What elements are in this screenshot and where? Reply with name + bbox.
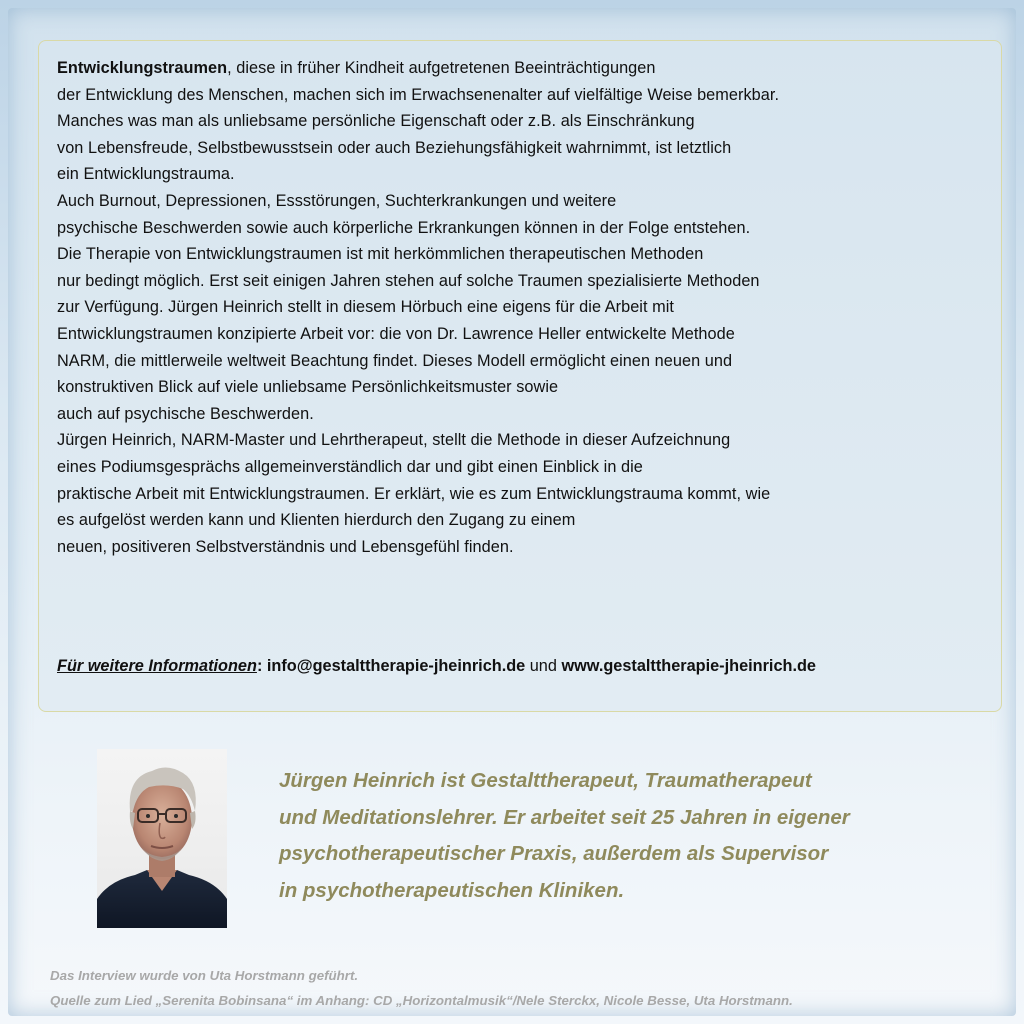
footer-source: Quelle zum Lied „Serenita Bobinsana“ im Anhang: CD „Horizontalmusik“/Nele Sterckx, Nicole Besse, Uta Horstmann. [50,992,793,1008]
page-frame [8,8,1016,1016]
portrait-photo [97,749,227,928]
description-line: Manches was man als unliebsame persönliche Eigenschaft oder z.B. als Einschränkung [57,112,695,131]
description-line: von Lebensfreude, Selbstbewusstsein oder auch Beziehungsfähigkeit wahrnimmt, ist letztlich [57,138,732,157]
bio-line: Jürgen Heinrich ist Gestalttherapeut, Traumatherapeut [279,769,812,792]
description-line: zur Verfügung. Jürgen Heinrich stellt in diesem Hörbuch eine eigens für die Arbeit mit [57,298,674,317]
description-line: auch auf psychische Beschwerden. [57,404,314,423]
description-lead-bold: Entwicklungstraumen [57,59,228,77]
info-colon: : [256,657,263,675]
description-line: eines Podiumsgesprächs allgemeinverständlich dar und gibt einen Einblick in die [57,457,643,476]
description-line: Entwicklungstraumen konzipierte Arbeit vor: die von Dr. Lawrence Heller entwickelte Methode [57,324,735,343]
description-line: es aufgelöst werden kann und Klienten hierdurch den Zugang zu einem [57,511,576,530]
description-line: nur bedingt möglich. Erst seit einigen Jahren stehen auf solche Traumen spezialisierte Methoden [57,271,760,290]
info-line [57,657,816,676]
info-label: Für weitere Informationen [57,657,257,675]
description-line [57,55,983,82]
description-text [57,55,983,560]
description-line: ein Entwicklungstrauma. [57,165,235,184]
description-line: psychische Beschwerden sowie auch körperliche Erkrankungen können in der Folge entstehen. [57,218,751,237]
bio-line: psychotherapeutischer Praxis, außerdem als Supervisor [279,842,829,865]
footer-interview: Das Interview wurde von Uta Horstmann geführt. [50,968,359,983]
description-line: Auch Burnout, Depressionen, Essstörungen, Suchterkrankungen und weitere [57,191,617,210]
description-line: Die Therapie von Entwicklungstraumen ist mit herkömmlichen therapeutischen Methoden [57,245,704,264]
description-line: praktische Arbeit mit Entwicklungstraumen. Er erklärt, wie es zum Entwicklungstrauma kommt, wie [57,484,771,503]
description-line: NARM, die mittlerweile weltweit Beachtung findet. Dieses Modell ermöglicht einen neuen und [57,351,733,370]
bio-line: in psychotherapeutischen Kliniken. [279,878,625,902]
info-and: und [529,657,557,675]
bio-line: und Meditationslehrer. Er arbeitet seit 25 Jahren in eigener [279,805,850,829]
email-link[interactable]: info@gestalttherapie-jheinrich.de [266,657,526,675]
description-lead-rest: , diese in früher Kindheit aufgetretenen Beeinträchtigungen [227,59,656,77]
description-line: der Entwicklung des Menschen, machen sich im Erwachsenenalter auf vielfältige Weise bemerkbar. [57,85,780,104]
description-line: neuen, positiveren Selbstverständnis und Lebensgefühl finden. [57,537,514,556]
portrait-illustration [97,749,227,928]
website-link[interactable]: www.gestalttherapie-jheinrich.de [561,657,816,675]
description-line: konstruktiven Blick auf viele unliebsame Persönlichkeitsmuster sowie [57,378,559,397]
footer-notes [50,964,793,1013]
description-line: Jürgen Heinrich, NARM-Master und Lehrtherapeut, stellt die Methode in dieser Aufzeichnung [57,431,731,450]
bio-text [279,763,850,909]
description-box [38,40,1002,712]
